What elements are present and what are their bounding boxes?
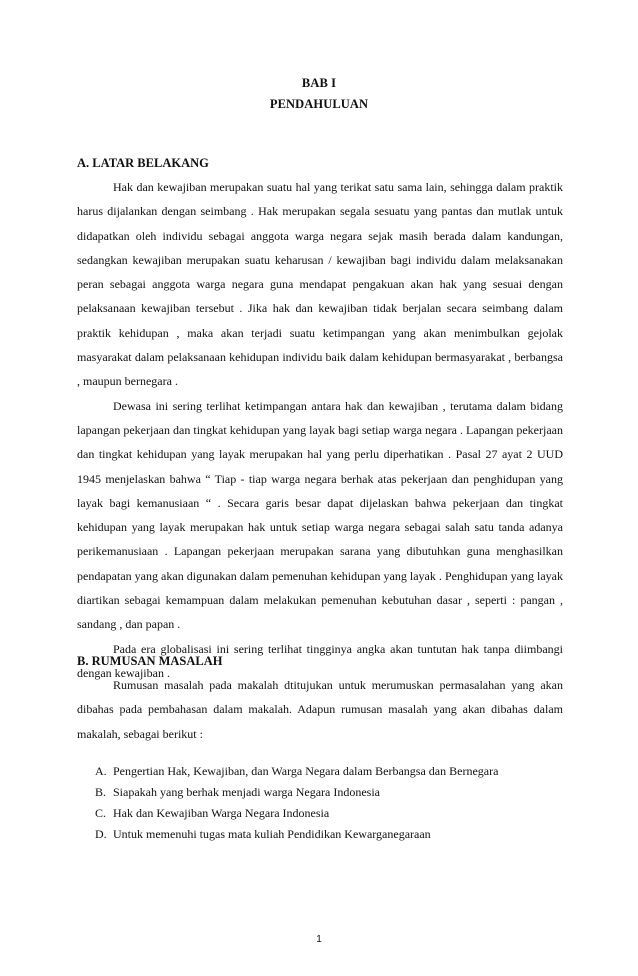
page-number: 1 xyxy=(316,934,322,945)
chapter-number: BAB I xyxy=(301,76,337,90)
section-rumusan-masalah xyxy=(77,649,563,746)
section-heading: B. RUMUSAN MASALAH xyxy=(77,654,223,668)
section-latar-belakang xyxy=(77,151,563,685)
list-marker: A. xyxy=(95,764,107,778)
list-item-text: Pengertian Hak, Kewajiban, dan Warga Negara dalam Berbangsa dan Bernegara xyxy=(113,764,499,778)
list-item xyxy=(95,782,565,803)
problem-list xyxy=(95,761,565,845)
list-item xyxy=(95,803,565,824)
paragraph: Dewasa ini sering terlihat ketimpangan antara hak dan kewajiban , terutama dalam bidang lapangan pekerjaan dan tingkat kehidupan yang layak bagi setiap warga negara . Lapangan pekerjaan dan tingkat kehidupan yang layak merupakan hal yang perlu diperhatikan . Pasal 27 ayat 2 UUD 1945 menjelaskan bahwa “ Tiap - tiap warga negara berhak atas pekerjaan dan penghidupan yang layak bagi kemanusiaan “ . Secara garis besar dapat dijelaskan bahwa pekerjaan dan tingkat kehidupan yang layak merupakan hak untuk setiap warga negara sebagai salah satu tanda adanya perikemanusiaan . Lapangan pekerjaan merupakan sarana yang dibutuhkan guna menghasilkan pendapatan yang akan digunakan dalam pemenuhan kehidupan yang layak . Penghidupan yang layak diartikan sebagai kemampuan dalam melakukan pemenuhan kebutuhan dasar , seperti : pangan , sandang , dan papan . xyxy=(77,398,563,632)
list-marker: D. xyxy=(95,827,107,841)
paragraph: Hak dan kewajiban merupakan suatu hal yang terikat satu sama lain, sehingga dalam praktik harus dijalankan dengan seimbang . Hak merupakan segala sesuatu yang pantas dan mutlak untuk didapatkan oleh individu sebagai anggota warga negara sejak masih berada dalam kandungan, sedangkan kewajiban merupakan suatu keharusan / kewajiban bagi individu dalam melaksanakan peran sebagai anggota warga negara guna mendapat pengakuan akan hak yang sesuai dengan pelaksanaan kewajiban tersebut . Jika hak dan kewajiban tidak berjalan secara seimbang dalam praktik kehidupan , maka akan terjadi suatu ketimpangan yang akan menimbulkan gejolak masyarakat dalam pelaksanaan kehidupan individu baik dalam kehidupan bermasyarakat , berbangsa , maupun bernegara . xyxy=(77,180,563,389)
list-item-text: Untuk memenuhi tugas mata kuliah Pendidikan Kewarganegaraan xyxy=(113,827,431,841)
chapter-title: PENDAHULUAN xyxy=(269,97,369,111)
list-item-text: Hak dan Kewajiban Warga Negara Indonesia xyxy=(113,806,330,820)
list-marker: B. xyxy=(95,785,107,799)
section-heading: A. LATAR BELAKANG xyxy=(77,156,209,170)
paragraph: Pada era globalisasi ini sering terlihat tingginya angka akan tuntutan hak tanpa diimbangi dengan kewajiban . xyxy=(77,641,563,680)
list-item-text: Siapakah yang berhak menjadi warga Negara Indonesia xyxy=(113,785,381,799)
paragraph: Rumusan masalah pada makalah dtitujukan untuk merumuskan permasalahan yang akan dibahas pada pembahasan dalam makalah. Adapun rumusan masalah yang akan dibahas dalam makalah, sebagai berikut : xyxy=(77,678,563,741)
list-item xyxy=(95,761,565,782)
list-marker: C. xyxy=(95,806,107,820)
list-item xyxy=(95,824,565,845)
